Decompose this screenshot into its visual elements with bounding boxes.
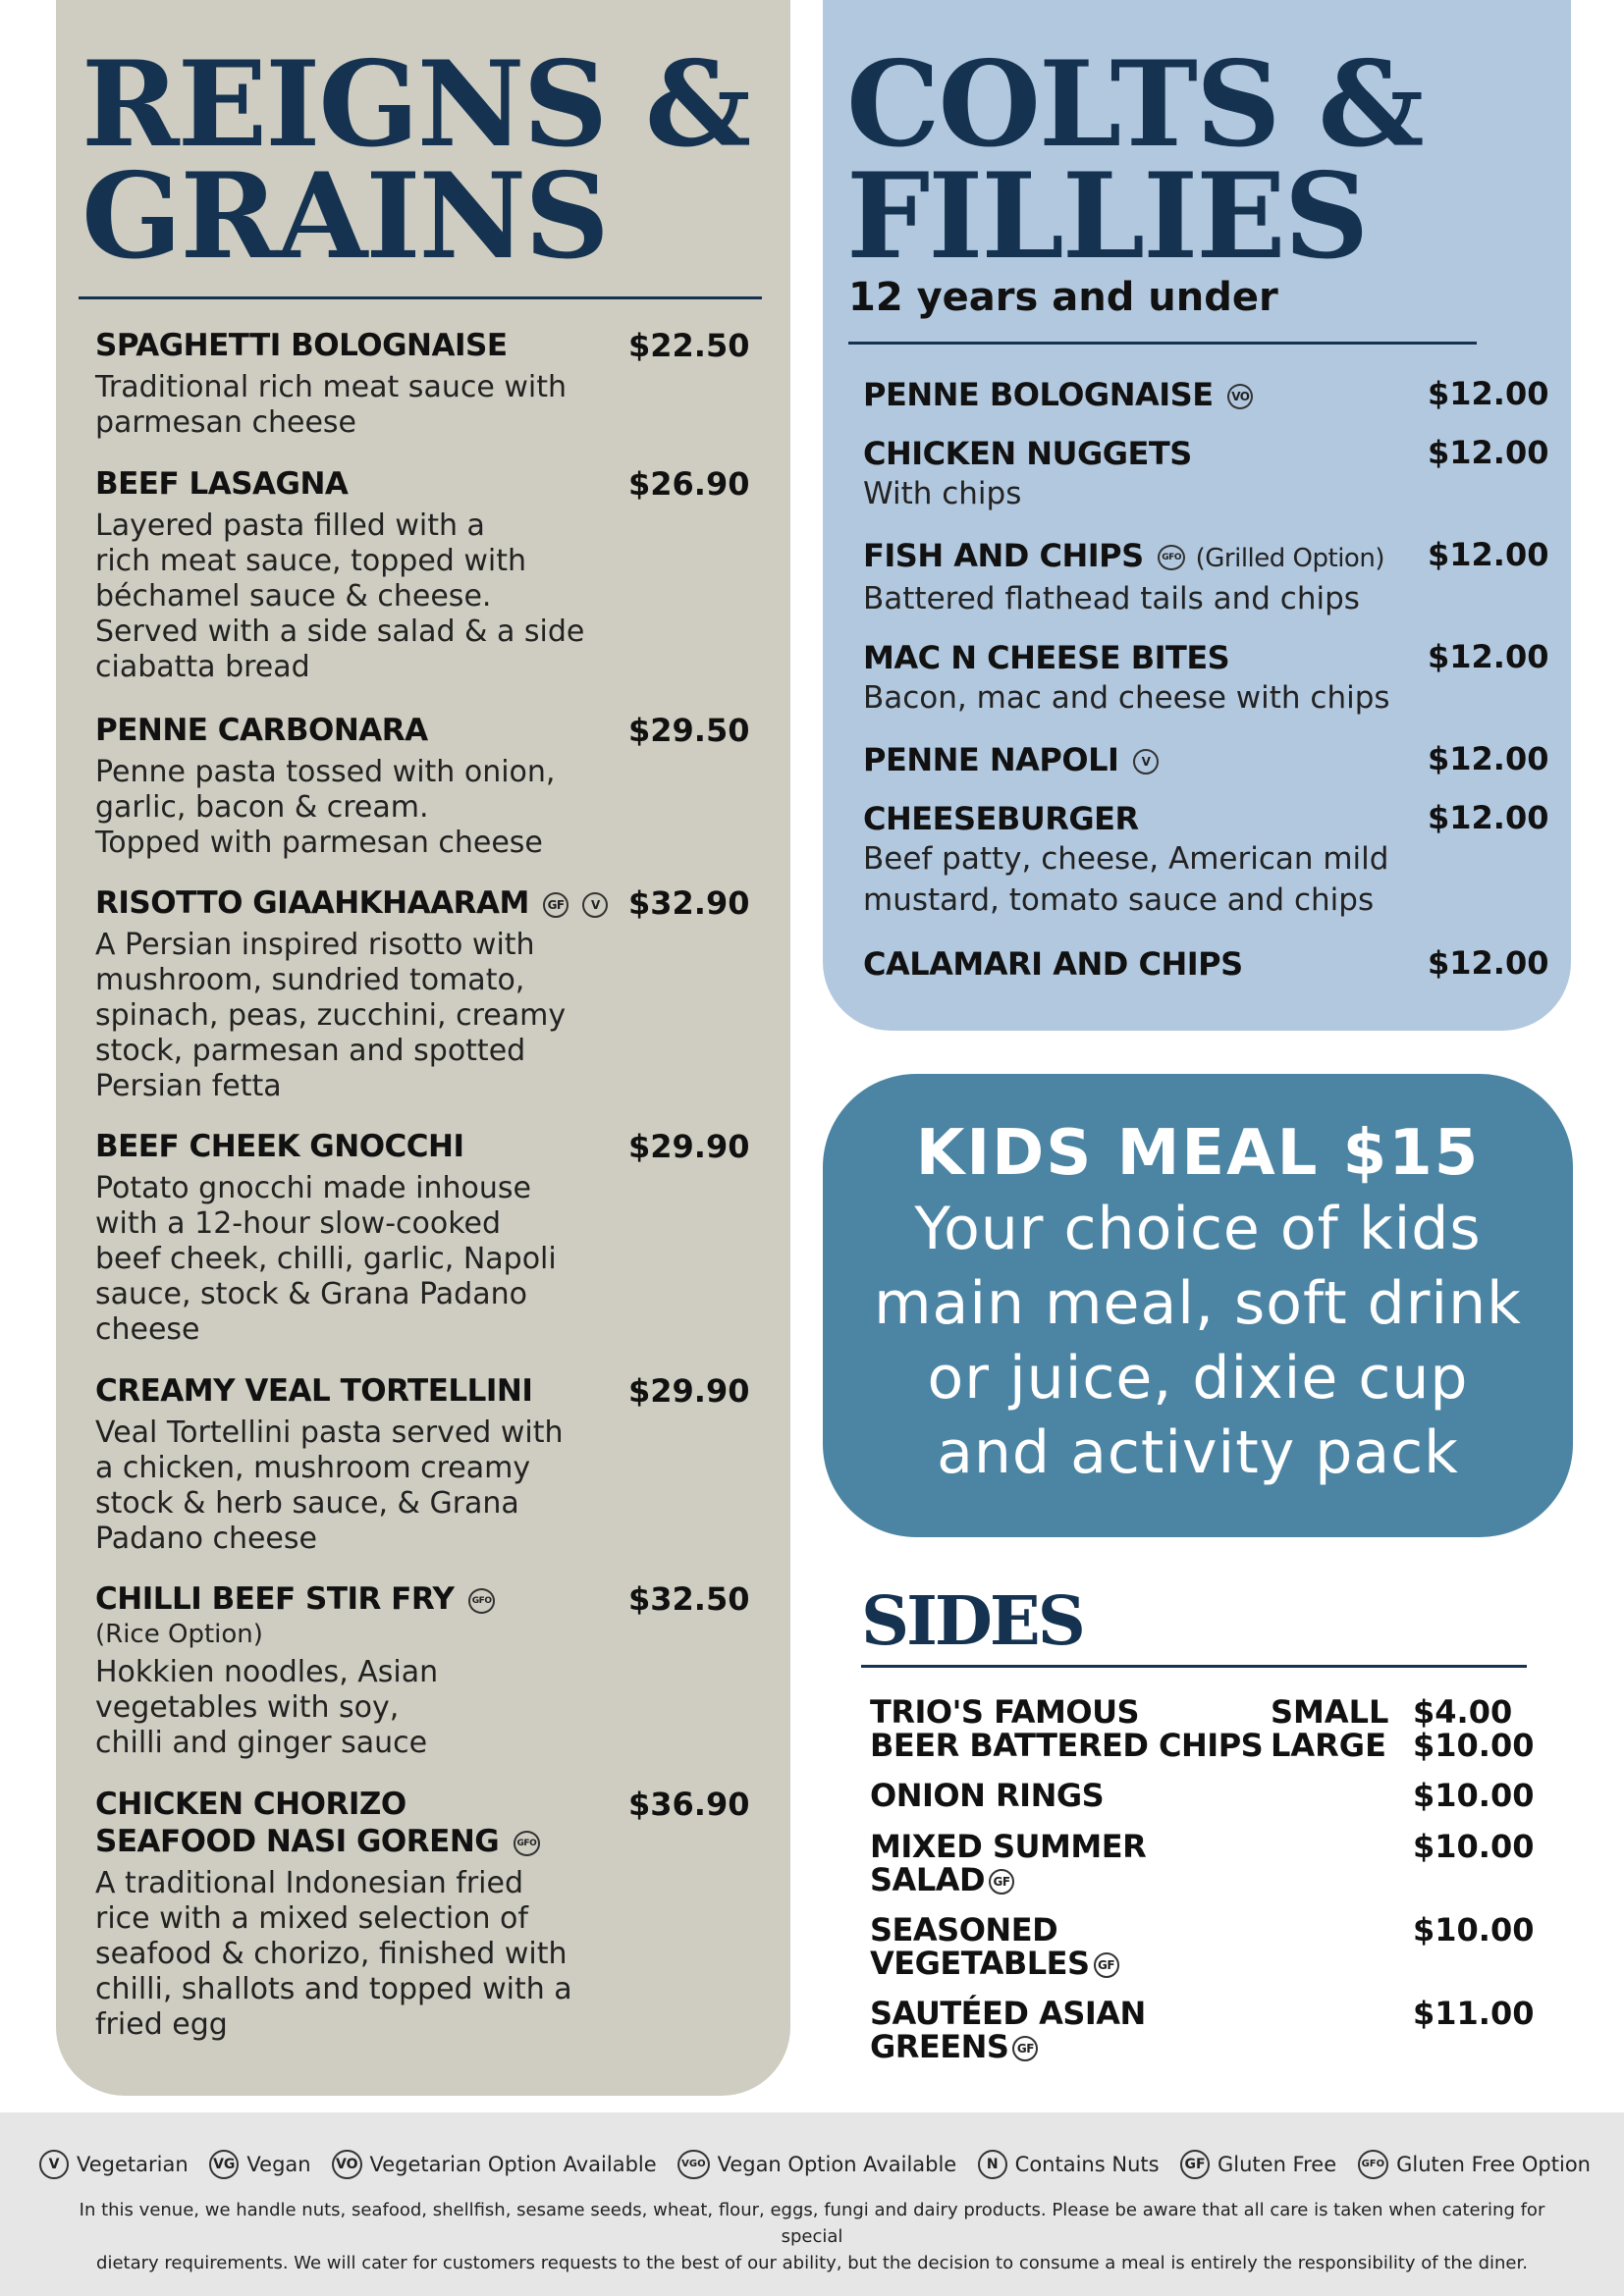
item-desc-line: béchamel sauce & cheese. — [95, 579, 492, 614]
item-name: PENNE NAPOLI — [863, 741, 1119, 778]
kids-divider — [848, 342, 1477, 345]
size-label: SMALL — [1271, 1693, 1389, 1731]
item-desc-line: fried egg — [95, 2007, 228, 2042]
kids-item — [863, 375, 1549, 414]
item-desc-line: mustard, tomato sauce and chips — [863, 882, 1375, 918]
kids-item — [863, 944, 1549, 984]
kids-meal-line: and activity pack — [937, 1418, 1459, 1487]
kids-item — [863, 799, 1549, 921]
size-label: LARGE — [1271, 1727, 1386, 1764]
item-desc-line: seafood & chorizo, finished with — [95, 1937, 568, 1971]
menu-item — [95, 327, 763, 441]
item-desc-line: Persian fetta — [95, 1069, 282, 1103]
side-price: $10.00 — [1413, 1828, 1535, 1865]
gluten-free-option-icon: GFO — [1358, 2150, 1389, 2179]
item-price: $12.00 — [1428, 434, 1549, 471]
dietary-legend — [39, 2150, 1591, 2179]
menu-item — [95, 465, 763, 685]
menu-item — [95, 1128, 763, 1348]
side-name: ONION RINGS — [870, 1777, 1105, 1814]
legend-label: Gluten Free — [1218, 2153, 1337, 2176]
item-price: $29.90 — [628, 1372, 750, 1410]
item-desc-line: Bacon, mac and cheese with chips — [863, 680, 1390, 716]
gluten-free-icon: GF — [989, 1869, 1014, 1895]
side-name: SALAD — [870, 1861, 986, 1898]
footer — [0, 2112, 1624, 2296]
legend-item — [39, 2150, 189, 2179]
kids-item — [863, 638, 1549, 719]
item-name: CHILLI BEEF STIR FRY — [95, 1581, 455, 1617]
item-desc-line: chilli, shallots and topped with a — [95, 1972, 572, 2006]
side-price: $4.00 — [1413, 1693, 1513, 1731]
legend-item — [1358, 2150, 1591, 2179]
item-desc-line: rice with a mixed selection of — [95, 1901, 528, 1936]
side-price: $10.00 — [1413, 1777, 1535, 1814]
side-name: MIXED SUMMER — [870, 1828, 1147, 1865]
disclaimer-line: dietary requirements. We will cater for customers requests to the best of our ability, but the decision to consume a meal is entirely the responsibility of the diner. — [96, 2253, 1528, 2273]
side-price: $10.00 — [1413, 1727, 1535, 1764]
side-item — [870, 1997, 1538, 2063]
vegetarian-icon: V — [1133, 749, 1159, 774]
item-price: $12.00 — [1428, 375, 1549, 412]
item-price: $12.00 — [1428, 740, 1549, 777]
sides-title: SIDES — [861, 1582, 1083, 1661]
menu-item — [95, 1580, 763, 1761]
item-name: BEEF LASAGNA — [95, 466, 349, 502]
kids-meal-line: or juice, dixie cup — [927, 1344, 1469, 1413]
item-price: $22.50 — [628, 327, 750, 364]
legend-item — [1180, 2150, 1336, 2179]
kids-item — [863, 434, 1549, 514]
item-desc-line: A traditional Indonesian fried — [95, 1866, 523, 1900]
contains-nuts-icon: N — [978, 2150, 1007, 2179]
item-desc-line: with a 12-hour slow-cooked — [95, 1206, 502, 1241]
disclaimer-line: In this venue, we handle nuts, seafood, shellfish, sesame seeds, wheat, flour, eggs, fungi and dairy products. Please be aware that all care is taken when catering for special — [79, 2200, 1545, 2247]
menu-item — [95, 1372, 763, 1557]
item-price: $32.50 — [628, 1580, 750, 1618]
legend-item — [677, 2150, 956, 2179]
item-desc-line: sauce, stock & Grana Padano — [95, 1277, 527, 1311]
vegan-icon: VG — [209, 2150, 239, 2179]
item-desc-line: spinach, peas, zucchini, creamy — [95, 998, 567, 1033]
item-desc-line: stock, parmesan and spotted — [95, 1034, 526, 1068]
legend-label: Gluten Free Option — [1396, 2153, 1591, 2176]
kids-meal-banner — [823, 1074, 1573, 1537]
gluten-free-icon: GF — [1012, 2036, 1038, 2061]
item-name: SEAFOOD NASI GORENG — [95, 1824, 500, 1859]
item-name: FISH AND CHIPS — [863, 537, 1144, 574]
side-name: SEASONED — [870, 1911, 1058, 1949]
side-price: $10.00 — [1413, 1911, 1535, 1949]
item-name: BEEF CHEEK GNOCCHI — [95, 1129, 464, 1164]
item-price: $12.00 — [1428, 536, 1549, 573]
item-desc-line: vegetables with soy, — [95, 1690, 400, 1725]
side-name: BEER BATTERED CHIPS — [870, 1727, 1264, 1764]
gluten-free-icon: GF — [1094, 1952, 1119, 1978]
legend-item — [209, 2150, 311, 2179]
vegetarian-option-icon: VO — [332, 2150, 362, 2179]
item-desc-line: garlic, bacon & cream. — [95, 790, 429, 825]
side-name: TRIO'S FAMOUS — [870, 1693, 1140, 1731]
item-desc-line: Potato gnocchi made inhouse — [95, 1171, 531, 1205]
kids-meal-line: Your choice of kids — [914, 1195, 1482, 1263]
kids-meal-line: main meal, soft drink — [874, 1269, 1522, 1338]
item-price: $29.50 — [628, 712, 750, 749]
side-name: GREENS — [870, 2028, 1009, 2065]
item-desc-line: Padano cheese — [95, 1522, 317, 1556]
item-desc-line: Layered pasta filled with a — [95, 508, 485, 543]
item-desc-line: rich meat sauce, topped with — [95, 544, 527, 578]
side-item-chips — [870, 1695, 1538, 1762]
item-price: $12.00 — [1428, 944, 1549, 982]
item-desc-line: Beef patty, cheese, American mild — [863, 841, 1389, 877]
gluten-free-option-icon: GFO — [468, 1588, 496, 1614]
kids-item — [863, 536, 1549, 619]
item-price: $29.90 — [628, 1128, 750, 1165]
item-desc-line: Veal Tortellini pasta served with — [95, 1415, 564, 1450]
side-name: VEGETABLES — [870, 1945, 1090, 1982]
gluten-free-icon: GF — [1180, 2150, 1210, 2179]
kids-title-line1: COLTS & — [846, 35, 1423, 174]
item-name: PENNE BOLOGNAISE — [863, 376, 1214, 413]
item-name: PENNE CARBONARA — [95, 713, 428, 748]
legend-label: Vegetarian — [77, 2153, 189, 2176]
item-name: MAC N CHEESE BITES — [863, 639, 1230, 676]
side-item — [870, 1913, 1538, 1980]
item-price: $12.00 — [1428, 799, 1549, 836]
item-note: (Grilled Option) — [1195, 544, 1384, 573]
item-name: CALAMARI AND CHIPS — [863, 945, 1243, 983]
legend-label: Vegan Option Available — [717, 2153, 957, 2176]
legend-item — [332, 2150, 657, 2179]
item-name: CHEESEBURGER — [863, 800, 1139, 837]
gluten-free-icon: GF — [543, 892, 568, 918]
item-desc-line: parmesan cheese — [95, 405, 356, 440]
item-price: $36.90 — [628, 1786, 750, 1823]
side-price: $11.00 — [1413, 1995, 1535, 2032]
mains-title — [81, 35, 750, 286]
mains-title-line1: REIGNS & — [81, 35, 750, 174]
legend-label: Vegan — [246, 2153, 311, 2176]
item-desc-line: Hokkien noodles, Asian — [95, 1655, 439, 1689]
menu-item — [95, 884, 763, 1104]
vegan-option-icon: VGO — [677, 2150, 709, 2179]
item-desc-line: a chicken, mushroom creamy — [95, 1451, 531, 1485]
item-desc-line: cheese — [95, 1312, 200, 1347]
gluten-free-option-icon: GFO — [514, 1831, 541, 1856]
legend-item — [978, 2150, 1160, 2179]
kids-subtitle: 12 years and under — [848, 275, 1278, 320]
sides-divider — [861, 1665, 1527, 1668]
kids-title-line2: FILLIES — [846, 147, 1368, 286]
item-desc-line: Battered flathead tails and chips — [863, 581, 1360, 616]
item-name: CREAMY VEAL TORTELLINI — [95, 1373, 533, 1409]
legend-label: Vegetarian Option Available — [369, 2153, 657, 2176]
item-desc-line: Topped with parmesan cheese — [95, 826, 543, 860]
item-name: CHICKEN CHORIZO — [95, 1787, 406, 1822]
mains-title-line2: GRAINS — [81, 147, 608, 286]
item-price: $32.90 — [628, 884, 750, 922]
allergen-disclaimer — [49, 2197, 1575, 2276]
item-desc-line: A Persian inspired risotto with — [95, 928, 535, 962]
menu-item — [95, 1786, 763, 2043]
side-item — [870, 1830, 1538, 1896]
item-desc-line: chilli and ginger sauce — [95, 1726, 428, 1760]
item-desc-line: beef cheek, chilli, garlic, Napoli — [95, 1242, 557, 1276]
kids-item — [863, 740, 1549, 779]
kids-title — [846, 35, 1423, 286]
side-item — [870, 1779, 1538, 1812]
kids-meal-title: KIDS MEAL $15 — [915, 1117, 1481, 1190]
vegetarian-option-icon: VO — [1227, 384, 1253, 409]
menu-item — [95, 712, 763, 861]
item-desc-line: mushroom, sundried tomato, — [95, 963, 525, 997]
item-price: $12.00 — [1428, 638, 1549, 675]
legend-label: Contains Nuts — [1014, 2153, 1160, 2176]
item-desc-line: Served with a side salad & a side — [95, 614, 585, 649]
item-desc-line: Penne pasta tossed with onion, — [95, 755, 556, 789]
gluten-free-option-icon: GFO — [1158, 545, 1185, 570]
vegetarian-icon: V — [39, 2150, 69, 2179]
item-desc-line: ciabatta bread — [95, 650, 310, 684]
side-name: SAUTÉED ASIAN — [870, 1995, 1146, 2032]
item-desc-line: Traditional rich meat sauce with — [95, 370, 567, 404]
item-price: $26.90 — [628, 465, 750, 503]
item-desc-line: With chips — [863, 476, 1022, 511]
mains-divider — [79, 296, 762, 299]
item-note: (Rice Option) — [95, 1620, 263, 1649]
item-desc-line: stock & herb sauce, & Grana — [95, 1486, 519, 1521]
item-name: RISOTTO GIAAHKHAARAM — [95, 885, 529, 921]
item-name: CHICKEN NUGGETS — [863, 435, 1192, 472]
vegetarian-icon: V — [582, 892, 608, 918]
item-name: SPAGHETTI BOLOGNAISE — [95, 328, 508, 363]
